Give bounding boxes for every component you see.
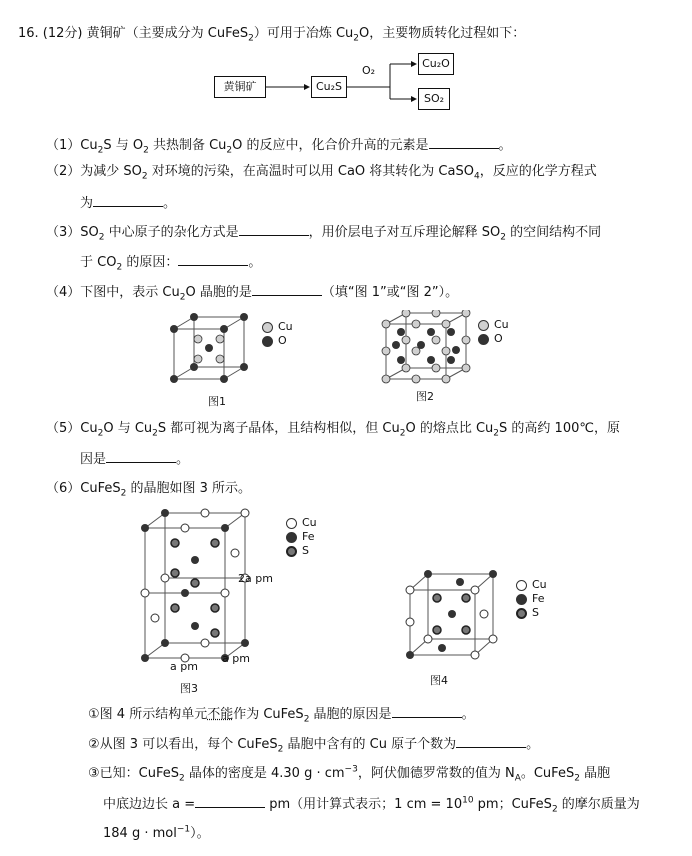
figure-2-legend: Cu O: [478, 318, 509, 346]
answer-blank[interactable]: [106, 450, 176, 463]
question-6: （6）CuFeS$_2$ 的晶胞如图 3 所示。: [46, 481, 252, 499]
subquestion-3-cont: 中底边边长 a = pm（用计算式表示；1 cm = $10^{10}$ pm；CuFeS$_2$ 的摩尔质量为: [103, 795, 640, 815]
question-2: （2）为减少 $SO_2$ 对环境的污染，在高温时可以用 CaO 将其转化为 CaSO$_4$，反应的化学方程式: [46, 164, 597, 182]
answer-blank[interactable]: [392, 705, 462, 718]
question-1: $(1)Cu_2S$ 与 $O_2$ 共热制备 $Cu_2O$ 的反应中，化合价升高的元素是 。: [46, 138, 512, 156]
answer-blank[interactable]: [429, 136, 499, 149]
question-2-cont: 为 。: [80, 196, 177, 211]
cu-legend-icon: [286, 518, 297, 529]
flow-cu2o-box: Cu₂O: [418, 53, 454, 75]
figure-2-caption: 图2: [416, 390, 434, 403]
figure-3-caption: 图3: [180, 682, 198, 695]
figure-3-height-label: 2a pm: [238, 572, 273, 585]
fe-legend-icon: [286, 532, 297, 543]
figure-3-cufes2-cell: [130, 508, 260, 673]
o-legend-icon: [262, 336, 273, 347]
question-5: $(5)Cu_2O$ 与 $Cu_2S$ 都可视为离子晶体，且结构相似，但 $Cu_2O$ 的熔点比 $Cu_2S$ 的高约 100℃，原: [46, 421, 620, 439]
flow-o2-label: O₂: [362, 64, 376, 77]
answer-blank[interactable]: [195, 795, 265, 808]
figure-3-base-label-1: a pm: [170, 660, 198, 673]
flow-ore-box: 黄铜矿: [214, 76, 266, 98]
question-4: （4）下图中，表示 $Cu_2O$ 晶胞的是 （填“图 1”或“图 2”）。: [46, 285, 459, 303]
subquestion-2: ②从图 3 可以看出，每个 CuFeS$_2$ 晶胞中含有的 Cu 原子个数为 。: [88, 737, 540, 755]
figure-4-legend: Cu Fe S: [516, 578, 547, 620]
flow-cu2s-box: Cu₂S: [311, 76, 347, 98]
answer-blank[interactable]: [456, 735, 526, 748]
answer-blank[interactable]: [178, 253, 248, 266]
subquestion-3: ③已知：CuFeS$_2$ 晶体的密度是 4.30 $g \cdot cm^{-3}$，阿伏伽德罗常数的值为 $N_A$。CuFeS$_2$ 晶胞: [88, 764, 611, 784]
cu-legend-icon: [262, 322, 273, 333]
figure-1-legend: Cu O: [262, 320, 293, 348]
cu-legend-icon: [478, 320, 489, 331]
question-5-cont: 因是 。: [80, 452, 190, 467]
figure-2-cell: [378, 310, 478, 385]
s-legend-icon: [516, 608, 527, 619]
question-header: 16. (12分) 黄铜矿（主要成分为 CuFeS$_2$）可用于冶炼 $Cu_2O$，主要物质转化过程如下：: [18, 26, 526, 44]
figure-3-legend: Cu Fe S: [286, 516, 317, 558]
question-3-cont: 于 $CO_2$ 的原因： 。: [80, 255, 262, 273]
fe-legend-icon: [516, 594, 527, 605]
cu-legend-icon: [516, 580, 527, 591]
figure-1-cu2o-cell: [162, 313, 262, 393]
figure-1-caption: 图1: [208, 395, 226, 408]
flow-so2-box: SO₂: [418, 88, 450, 110]
subquestion-3-cont-2: 184 g · mol$^{-1}$）。: [103, 824, 210, 841]
flow-arrows: [0, 0, 692, 140]
answer-blank[interactable]: [252, 283, 322, 296]
s-legend-icon: [286, 546, 297, 557]
figure-3-base-label-2: a pm: [222, 652, 250, 665]
o-legend-icon: [478, 334, 489, 345]
answer-blank[interactable]: [93, 194, 163, 207]
figure-4-cell: [402, 568, 502, 663]
subquestion-1: ①图 4 所示结构单元不能作为 CuFeS$_2$ 晶胞的原因是 。: [88, 707, 475, 725]
question-3: $(3)SO_2$ 中心原子的杂化方式是 ，用价层电子对互斥理论解释 $SO_2$ 的空间结构不同: [46, 225, 602, 243]
figure-4-caption: 图4: [430, 674, 448, 687]
answer-blank[interactable]: [239, 223, 309, 236]
